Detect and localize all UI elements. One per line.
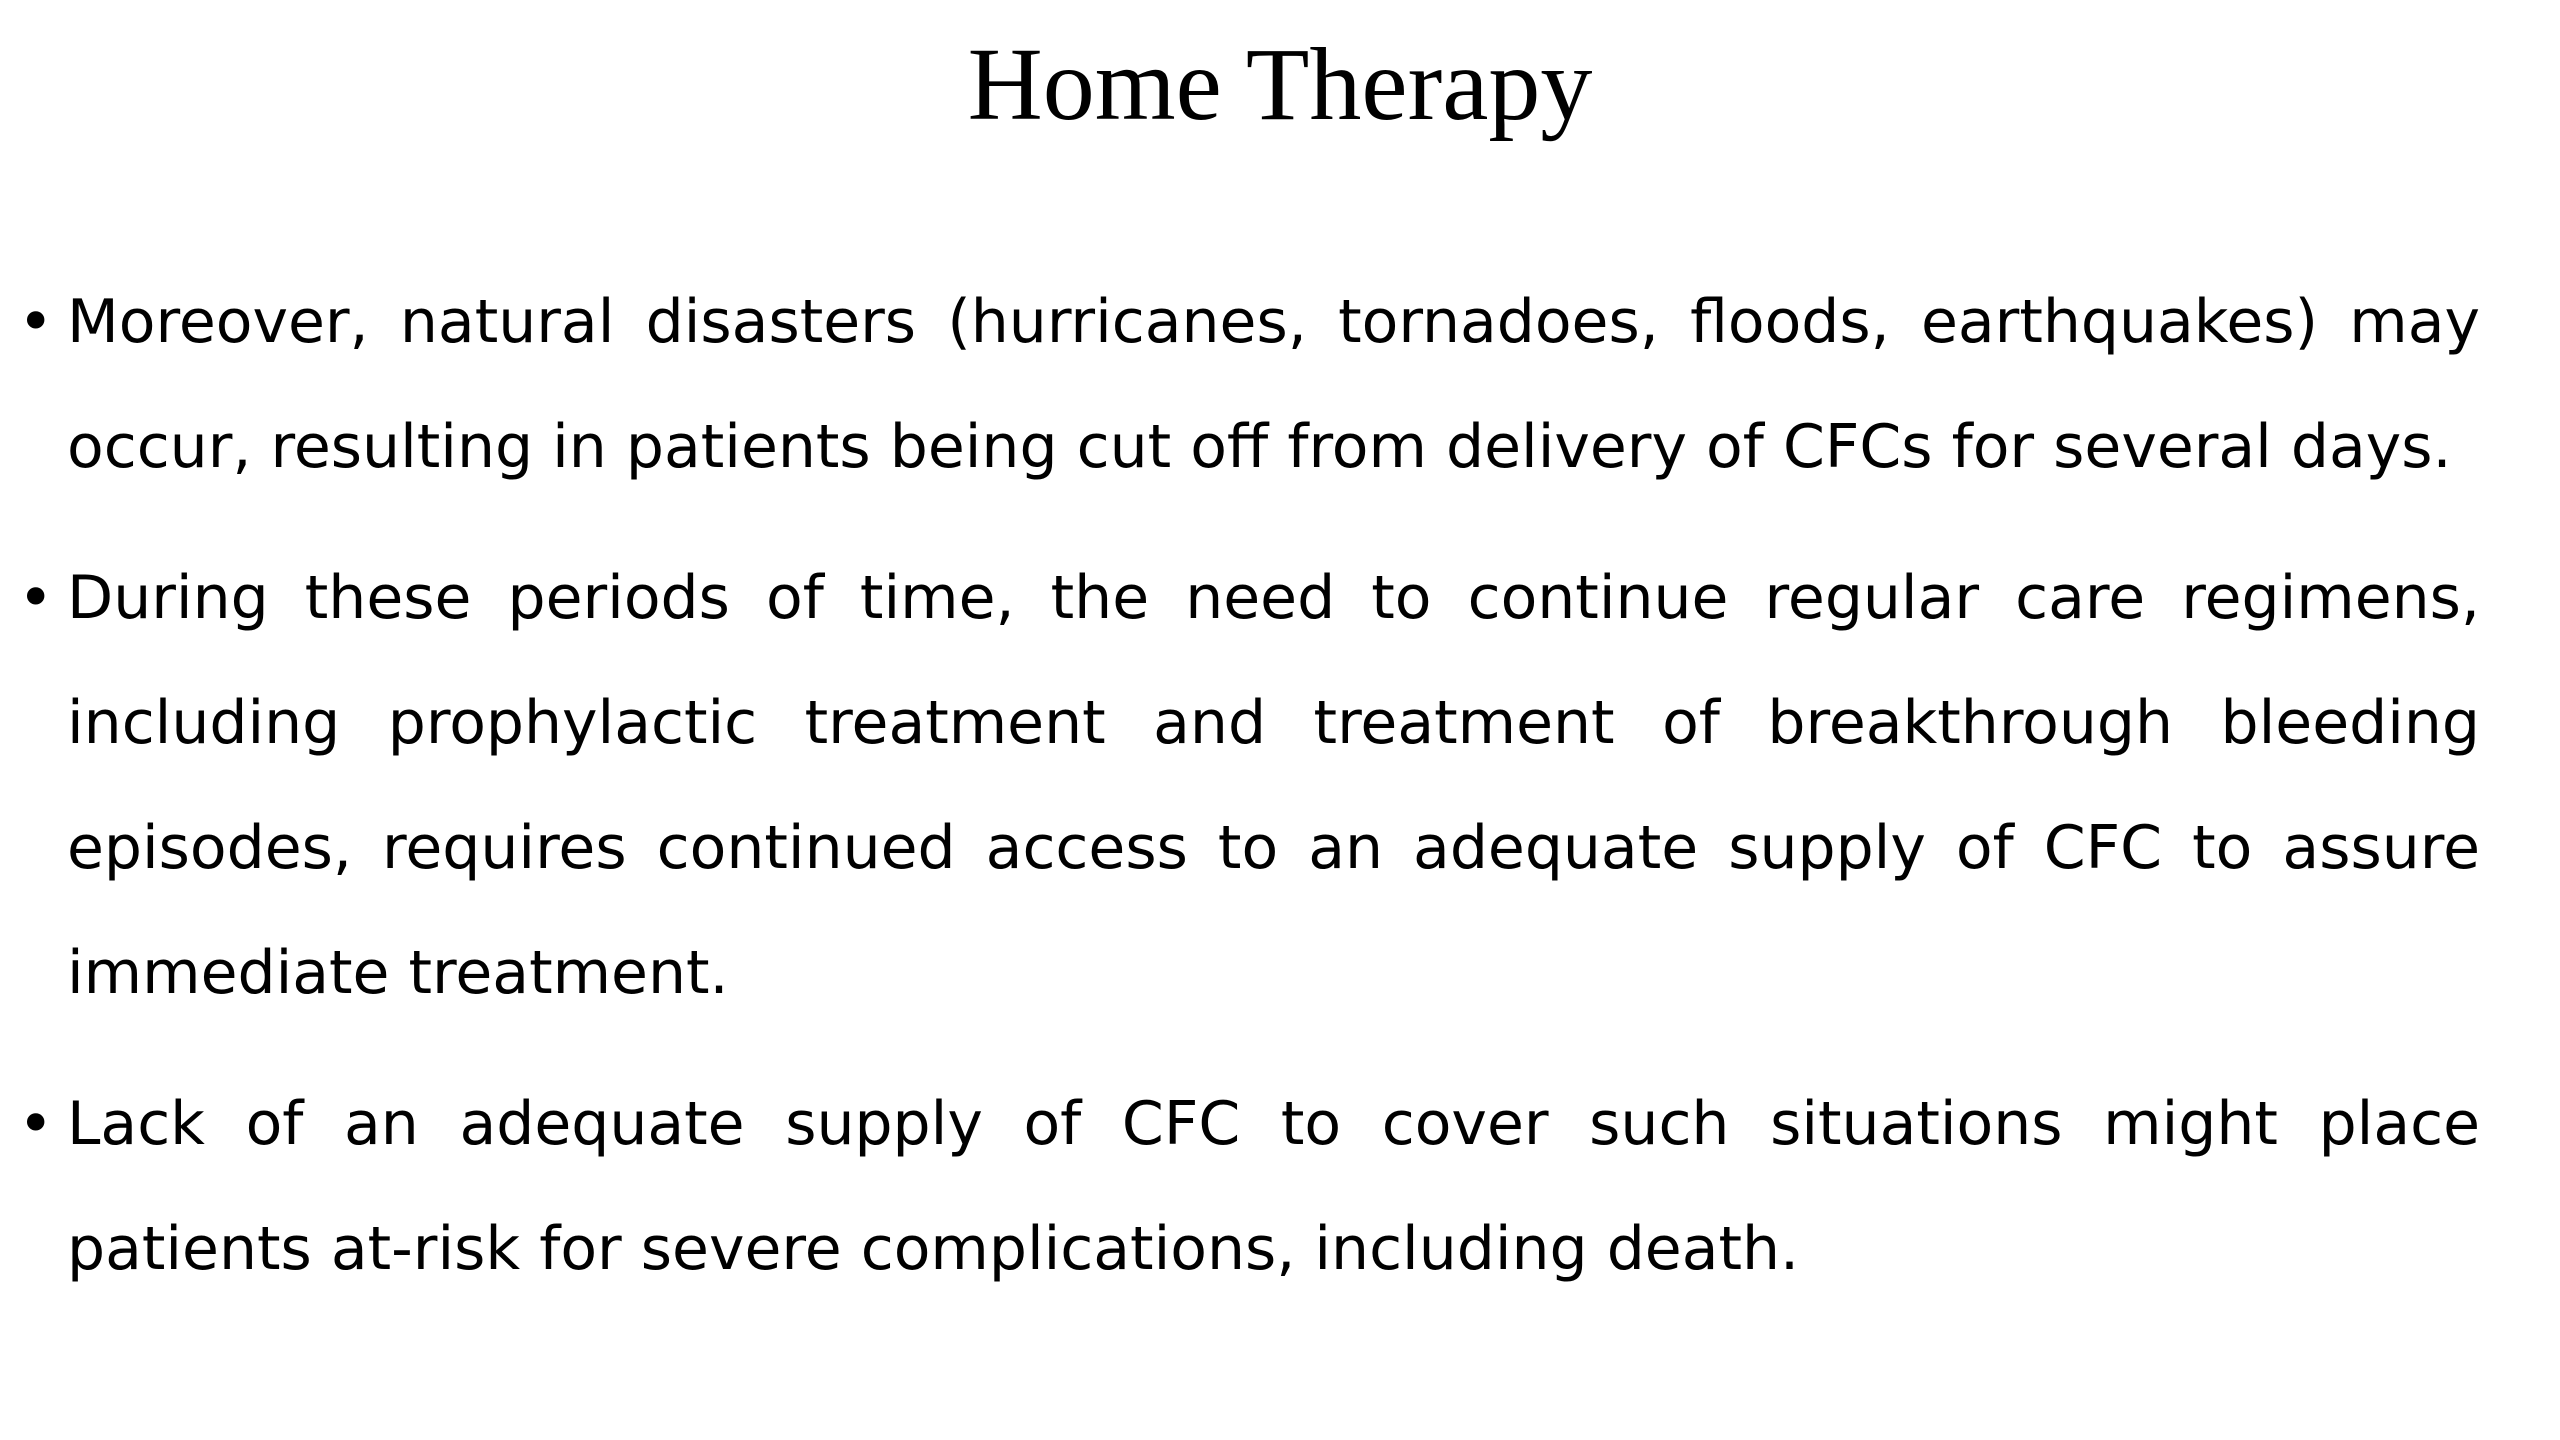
bullet-dot-icon: •	[18, 1089, 54, 1159]
bullet-item-care-regimens	[0, 536, 2480, 1036]
bullet-text: During these periods of time, the need to continue regular care regimens, including prophylactic treatment and treatment of breakthrough bleeding episodes, requires continued access to an adequate supply of CFC to assure immediate treatment.	[67, 563, 2480, 1008]
bullet-dot-icon: •	[18, 563, 54, 633]
bullet-item-supply-risk	[0, 1062, 2480, 1312]
bullet-list	[0, 260, 2560, 1338]
bullet-text: Moreover, natural disasters (hurricanes, tornadoes, floods, earthquakes) may occur, resulting in patients being cut off from delivery of CFCs for several days.	[67, 287, 2480, 482]
slide-title: Home Therapy	[967, 27, 1593, 142]
bullet-dot-icon: •	[18, 287, 54, 357]
bullet-text: Lack of an adequate supply of CFC to cover such situations might place patients at-risk for severe complications, including death.	[67, 1089, 2480, 1284]
bullet-item-disasters	[0, 260, 2480, 510]
